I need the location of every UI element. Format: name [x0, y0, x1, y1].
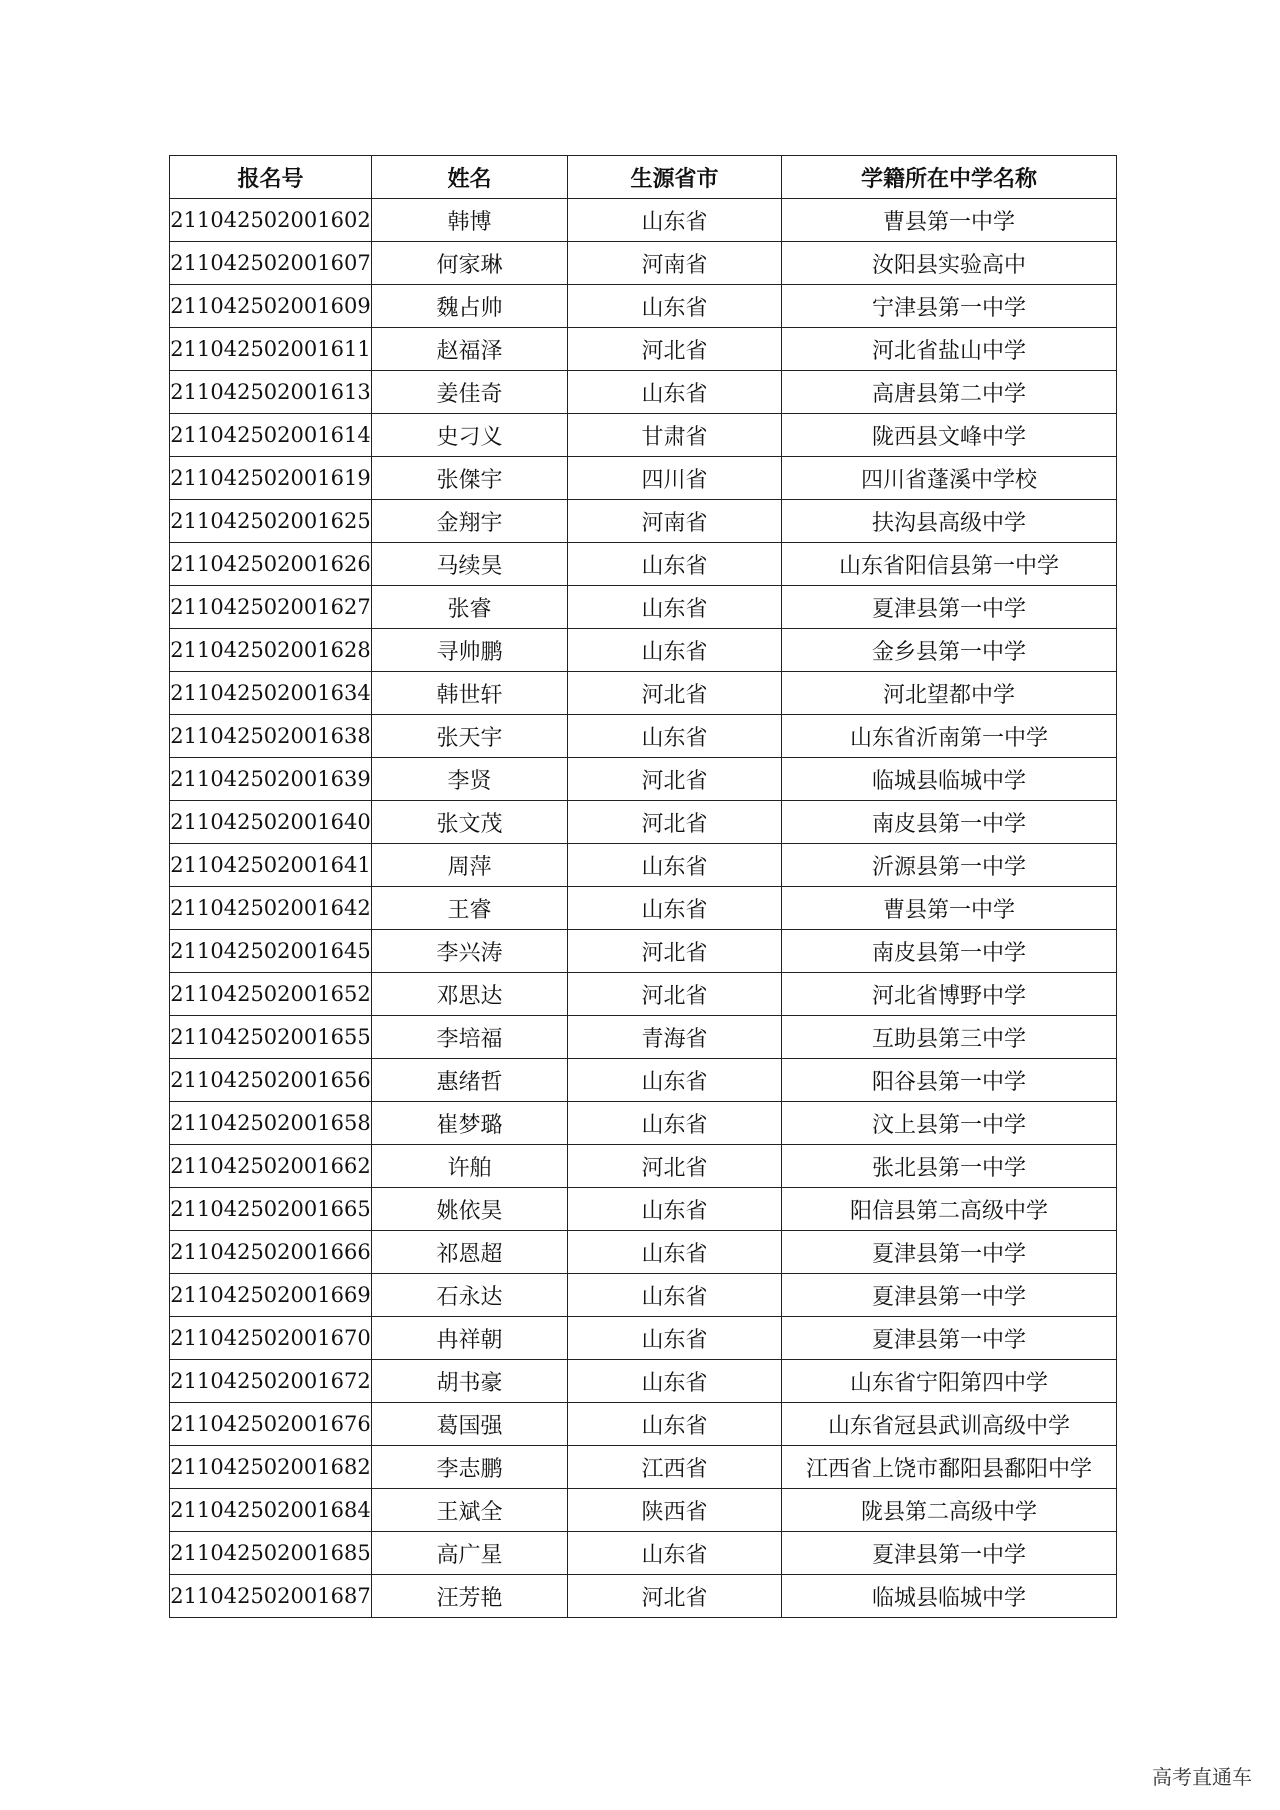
table-row [170, 285, 1117, 328]
cell-province: 山东省 [568, 1403, 782, 1446]
header-name: 姓名 [372, 156, 568, 199]
cell-student-name: 寻帅鹏 [372, 629, 568, 672]
cell-province: 山东省 [568, 1102, 782, 1145]
cell-registration-number: 211042502001669 [170, 1274, 372, 1317]
table-row [170, 1145, 1117, 1188]
cell-school-name: 山东省冠县武训高级中学 [782, 1403, 1117, 1446]
cell-province: 山东省 [568, 629, 782, 672]
cell-student-name: 许舶 [372, 1145, 568, 1188]
cell-school-name: 扶沟县高级中学 [782, 500, 1117, 543]
cell-registration-number: 211042502001626 [170, 543, 372, 586]
cell-school-name: 夏津县第一中学 [782, 1274, 1117, 1317]
cell-school-name: 汝阳县实验高中 [782, 242, 1117, 285]
cell-school-name: 河北省盐山中学 [782, 328, 1117, 371]
cell-registration-number: 211042502001658 [170, 1102, 372, 1145]
cell-school-name: 临城县临城中学 [782, 758, 1117, 801]
cell-student-name: 惠绪哲 [372, 1059, 568, 1102]
cell-province: 陕西省 [568, 1489, 782, 1532]
cell-student-name: 马续昊 [372, 543, 568, 586]
cell-province: 河北省 [568, 930, 782, 973]
cell-student-name: 李贤 [372, 758, 568, 801]
cell-school-name: 互助县第三中学 [782, 1016, 1117, 1059]
cell-student-name: 张文茂 [372, 801, 568, 844]
table-row [170, 586, 1117, 629]
cell-registration-number: 211042502001656 [170, 1059, 372, 1102]
cell-registration-number: 211042502001670 [170, 1317, 372, 1360]
cell-student-name: 葛国强 [372, 1403, 568, 1446]
cell-province: 青海省 [568, 1016, 782, 1059]
table-row [170, 715, 1117, 758]
cell-registration-number: 211042502001676 [170, 1403, 372, 1446]
cell-registration-number: 211042502001628 [170, 629, 372, 672]
cell-school-name: 宁津县第一中学 [782, 285, 1117, 328]
cell-registration-number: 211042502001639 [170, 758, 372, 801]
cell-province: 河北省 [568, 801, 782, 844]
cell-student-name: 姜佳奇 [372, 371, 568, 414]
table-body [170, 199, 1117, 1618]
cell-registration-number: 211042502001642 [170, 887, 372, 930]
table-row [170, 1102, 1117, 1145]
table-header-row [170, 156, 1117, 199]
cell-province: 河南省 [568, 242, 782, 285]
cell-school-name: 山东省阳信县第一中学 [782, 543, 1117, 586]
cell-school-name: 沂源县第一中学 [782, 844, 1117, 887]
cell-school-name: 江西省上饶市鄱阳县鄱阳中学 [782, 1446, 1117, 1489]
table-row [170, 973, 1117, 1016]
cell-school-name: 陇县第二高级中学 [782, 1489, 1117, 1532]
table-row [170, 1016, 1117, 1059]
cell-school-name: 夏津县第一中学 [782, 1317, 1117, 1360]
cell-school-name: 阳谷县第一中学 [782, 1059, 1117, 1102]
cell-province: 山东省 [568, 199, 782, 242]
cell-province: 河北省 [568, 1145, 782, 1188]
cell-registration-number: 211042502001685 [170, 1532, 372, 1575]
cell-student-name: 张睿 [372, 586, 568, 629]
cell-registration-number: 211042502001609 [170, 285, 372, 328]
cell-registration-number: 211042502001641 [170, 844, 372, 887]
table-row [170, 543, 1117, 586]
cell-registration-number: 211042502001614 [170, 414, 372, 457]
cell-province: 江西省 [568, 1446, 782, 1489]
cell-school-name: 临城县临城中学 [782, 1575, 1117, 1618]
header-province: 生源省市 [568, 156, 782, 199]
table-row [170, 930, 1117, 973]
cell-school-name: 夏津县第一中学 [782, 586, 1117, 629]
cell-school-name: 高唐县第二中学 [782, 371, 1117, 414]
cell-registration-number: 211042502001638 [170, 715, 372, 758]
cell-registration-number: 211042502001665 [170, 1188, 372, 1231]
table-row [170, 1575, 1117, 1618]
cell-registration-number: 211042502001611 [170, 328, 372, 371]
cell-province: 河北省 [568, 672, 782, 715]
cell-school-name: 汶上县第一中学 [782, 1102, 1117, 1145]
header-registration-number: 报名号 [170, 156, 372, 199]
table-row [170, 629, 1117, 672]
cell-province: 河北省 [568, 328, 782, 371]
cell-student-name: 高广星 [372, 1532, 568, 1575]
header-school: 学籍所在中学名称 [782, 156, 1117, 199]
table-row [170, 414, 1117, 457]
admission-list-table-container [169, 155, 1116, 1618]
table-row [170, 1532, 1117, 1575]
cell-registration-number: 211042502001672 [170, 1360, 372, 1403]
table-row [170, 758, 1117, 801]
cell-school-name: 陇西县文峰中学 [782, 414, 1117, 457]
cell-registration-number: 211042502001652 [170, 973, 372, 1016]
cell-province: 山东省 [568, 586, 782, 629]
cell-registration-number: 211042502001634 [170, 672, 372, 715]
admission-list-table [169, 155, 1117, 1618]
cell-student-name: 何家琳 [372, 242, 568, 285]
cell-student-name: 冉祥朝 [372, 1317, 568, 1360]
cell-school-name: 张北县第一中学 [782, 1145, 1117, 1188]
cell-registration-number: 211042502001602 [170, 199, 372, 242]
cell-school-name: 河北望都中学 [782, 672, 1117, 715]
cell-school-name: 河北省博野中学 [782, 973, 1117, 1016]
cell-province: 山东省 [568, 715, 782, 758]
cell-student-name: 韩世轩 [372, 672, 568, 715]
table-row [170, 1360, 1117, 1403]
table-row [170, 371, 1117, 414]
cell-school-name: 四川省蓬溪中学校 [782, 457, 1117, 500]
cell-province: 山东省 [568, 1231, 782, 1274]
cell-student-name: 石永达 [372, 1274, 568, 1317]
cell-registration-number: 211042502001687 [170, 1575, 372, 1618]
cell-student-name: 崔梦璐 [372, 1102, 568, 1145]
cell-province: 山东省 [568, 285, 782, 328]
cell-province: 山东省 [568, 1532, 782, 1575]
table-row [170, 1274, 1117, 1317]
cell-school-name: 夏津县第一中学 [782, 1532, 1117, 1575]
table-row [170, 801, 1117, 844]
cell-registration-number: 211042502001684 [170, 1489, 372, 1532]
cell-registration-number: 211042502001666 [170, 1231, 372, 1274]
table-row [170, 672, 1117, 715]
cell-student-name: 李志鹏 [372, 1446, 568, 1489]
cell-student-name: 李培福 [372, 1016, 568, 1059]
cell-registration-number: 211042502001625 [170, 500, 372, 543]
cell-province: 河北省 [568, 1575, 782, 1618]
cell-student-name: 金翔宇 [372, 500, 568, 543]
cell-province: 甘肃省 [568, 414, 782, 457]
cell-province: 山东省 [568, 1188, 782, 1231]
cell-school-name: 山东省沂南第一中学 [782, 715, 1117, 758]
table-row [170, 1059, 1117, 1102]
cell-province: 山东省 [568, 371, 782, 414]
cell-registration-number: 211042502001607 [170, 242, 372, 285]
cell-student-name: 邓思达 [372, 973, 568, 1016]
table-row [170, 1446, 1117, 1489]
table-row [170, 1489, 1117, 1532]
table-row [170, 1403, 1117, 1446]
cell-school-name: 曹县第一中学 [782, 887, 1117, 930]
cell-province: 山东省 [568, 887, 782, 930]
table-row [170, 457, 1117, 500]
cell-province: 山东省 [568, 1274, 782, 1317]
cell-student-name: 王睿 [372, 887, 568, 930]
table-row [170, 242, 1117, 285]
cell-registration-number: 211042502001627 [170, 586, 372, 629]
table-row [170, 328, 1117, 371]
table-row [170, 844, 1117, 887]
cell-province: 河南省 [568, 500, 782, 543]
cell-province: 山东省 [568, 1317, 782, 1360]
cell-province: 四川省 [568, 457, 782, 500]
cell-province: 河北省 [568, 973, 782, 1016]
cell-student-name: 赵福泽 [372, 328, 568, 371]
cell-province: 河北省 [568, 758, 782, 801]
table-row [170, 1231, 1117, 1274]
cell-school-name: 南皮县第一中学 [782, 930, 1117, 973]
cell-school-name: 南皮县第一中学 [782, 801, 1117, 844]
cell-registration-number: 211042502001619 [170, 457, 372, 500]
cell-school-name: 阳信县第二高级中学 [782, 1188, 1117, 1231]
cell-student-name: 张傑宇 [372, 457, 568, 500]
cell-province: 山东省 [568, 1360, 782, 1403]
cell-student-name: 韩博 [372, 199, 568, 242]
cell-student-name: 姚依昊 [372, 1188, 568, 1231]
cell-student-name: 胡书豪 [372, 1360, 568, 1403]
table-row [170, 1317, 1117, 1360]
cell-school-name: 夏津县第一中学 [782, 1231, 1117, 1274]
cell-student-name: 史刁义 [372, 414, 568, 457]
cell-student-name: 周萍 [372, 844, 568, 887]
cell-student-name: 魏占帅 [372, 285, 568, 328]
cell-registration-number: 211042502001662 [170, 1145, 372, 1188]
cell-registration-number: 211042502001645 [170, 930, 372, 973]
cell-school-name: 曹县第一中学 [782, 199, 1117, 242]
cell-school-name: 金乡县第一中学 [782, 629, 1117, 672]
cell-registration-number: 211042502001682 [170, 1446, 372, 1489]
cell-school-name: 山东省宁阳第四中学 [782, 1360, 1117, 1403]
cell-student-name: 王斌全 [372, 1489, 568, 1532]
cell-registration-number: 211042502001640 [170, 801, 372, 844]
table-row [170, 887, 1117, 930]
cell-province: 山东省 [568, 543, 782, 586]
cell-province: 山东省 [568, 1059, 782, 1102]
cell-student-name: 张天宇 [372, 715, 568, 758]
cell-student-name: 李兴涛 [372, 930, 568, 973]
cell-student-name: 祁恩超 [372, 1231, 568, 1274]
watermark-text: 高考直通车 [1152, 1765, 1252, 1789]
cell-registration-number: 211042502001613 [170, 371, 372, 414]
cell-registration-number: 211042502001655 [170, 1016, 372, 1059]
cell-province: 山东省 [568, 844, 782, 887]
table-row [170, 1188, 1117, 1231]
table-row [170, 199, 1117, 242]
table-row [170, 500, 1117, 543]
cell-student-name: 汪芳艳 [372, 1575, 568, 1618]
